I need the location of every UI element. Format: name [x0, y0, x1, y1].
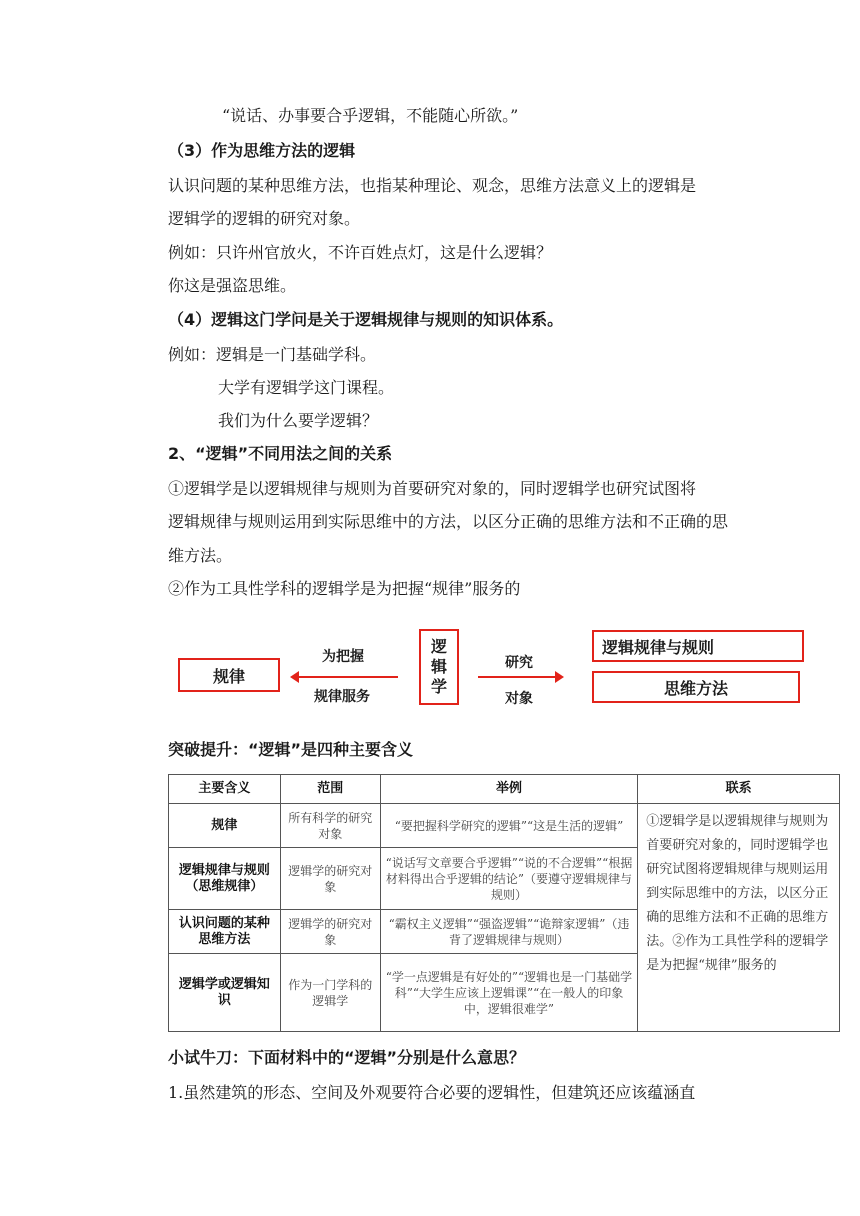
diagram-box-rules: 逻辑规律与规则 — [592, 630, 804, 662]
quote-line: “说话、办事要合乎逻辑，不能随心所欲。” — [222, 106, 519, 125]
table-cell: “要把握科学研究的逻辑”“这是生活的逻辑” — [380, 804, 638, 848]
table-link-cell: ①逻辑学是以逻辑规律与规则为首要研究对象的，同时逻辑学也研究试图将逻辑规律与规则运用到实际思维中的方法，以区分正确的思维方法和不正确的思维方法。②作为工具性学科的逻辑学是为把握“规律”服务的 — [638, 804, 840, 1032]
table-header-row — [169, 775, 840, 804]
table-cell: 逻辑规律与规则（思维规律） — [169, 848, 281, 910]
example-line: 我们为什么要学逻辑？ — [218, 411, 379, 430]
table-cell: “说话写文章要合乎逻辑”“说的不合逻辑”“根据材料得出合乎逻辑的结论”（要遵守逻辑规律与规则） — [380, 848, 638, 910]
paragraph-line: 维方法。 — [168, 546, 233, 565]
arrow-label-top: 为把握 — [322, 649, 364, 665]
center-char: 学 — [430, 677, 447, 696]
paragraph-line: 认识问题的某种思维方法，也指某种理论、观念，思维方法意义上的逻辑是 — [168, 176, 697, 195]
table-cell: 作为一门学科的逻辑学 — [280, 954, 380, 1032]
paragraph-line: 逻辑规律与规则运用到实际思维中的方法，以区分正确的思维方法和不正确的思 — [168, 512, 729, 531]
exercise-heading: 小试牛刀：下面材料中的“逻辑”分别是什么意思？ — [168, 1048, 526, 1067]
table-cell: 逻辑学的研究对象 — [280, 848, 380, 910]
table-cell: 规律 — [169, 804, 281, 848]
paragraph-line: 逻辑学的逻辑的研究对象。 — [168, 209, 361, 228]
paragraph-line: ②作为工具性学科的逻辑学是为把握“规律”服务的 — [168, 579, 521, 598]
table-header: 范围 — [280, 775, 380, 804]
table-header: 主要含义 — [169, 775, 281, 804]
table-cell: “学一点逻辑是有好处的”“逻辑也是一门基础学科”“大学生应该上逻辑课”“在一般人的印象中，逻辑很难学” — [380, 954, 638, 1032]
right-arrow-icon — [478, 676, 556, 678]
example-line: 你这是强盗思维。 — [168, 276, 297, 295]
table-cell: 所有科学的研究对象 — [280, 804, 380, 848]
center-char: 辑 — [430, 657, 447, 676]
center-char: 逻 — [430, 637, 447, 656]
left-arrow-icon — [298, 676, 398, 678]
exercise-question: 1.虽然建筑的形态、空间及外观要符合必要的逻辑性，但建筑还应该蕴涵直 — [168, 1083, 696, 1102]
table-header: 联系 — [638, 775, 840, 804]
table-cell: 逻辑学的研究对象 — [280, 910, 380, 954]
section-heading-3: （3）作为思维方法的逻辑 — [168, 141, 356, 160]
arrow-label-top: 研究 — [505, 655, 533, 671]
example-line: 例如：逻辑是一门基础学科。 — [168, 345, 377, 364]
section-heading-2: 2、“逻辑”不同用法之间的关系 — [168, 444, 393, 463]
breakthrough-heading: 突破提升：“逻辑”是四种主要含义 — [168, 740, 414, 759]
arrow-label-bottom: 规律服务 — [314, 689, 370, 705]
example-line: 例如：只许州官放火，不许百姓点灯，这是什么逻辑？ — [168, 243, 553, 262]
section-heading-4: （4）逻辑这门学问是关于逻辑规律与规则的知识体系。 — [168, 310, 564, 329]
table-header: 举例 — [380, 775, 638, 804]
example-line: 大学有逻辑学这门课程。 — [218, 378, 395, 397]
paragraph-line: ①逻辑学是以逻辑规律与规则为首要研究对象的，同时逻辑学也研究试图将 — [168, 479, 697, 498]
diagram-box-method: 思维方法 — [592, 671, 800, 703]
arrow-label-bottom: 对象 — [505, 691, 533, 707]
table-cell: 认识问题的某种思维方法 — [169, 910, 281, 954]
table-cell: “霸权主义逻辑”“强盗逻辑”“诡辩家逻辑”（违背了逻辑规律与规则） — [380, 910, 638, 954]
diagram-box-law: 规律 — [178, 658, 280, 692]
summary-table — [168, 774, 840, 1032]
table-cell: 逻辑学或逻辑知识 — [169, 954, 281, 1032]
diagram-box-logic — [419, 629, 459, 705]
table-row — [169, 804, 840, 848]
